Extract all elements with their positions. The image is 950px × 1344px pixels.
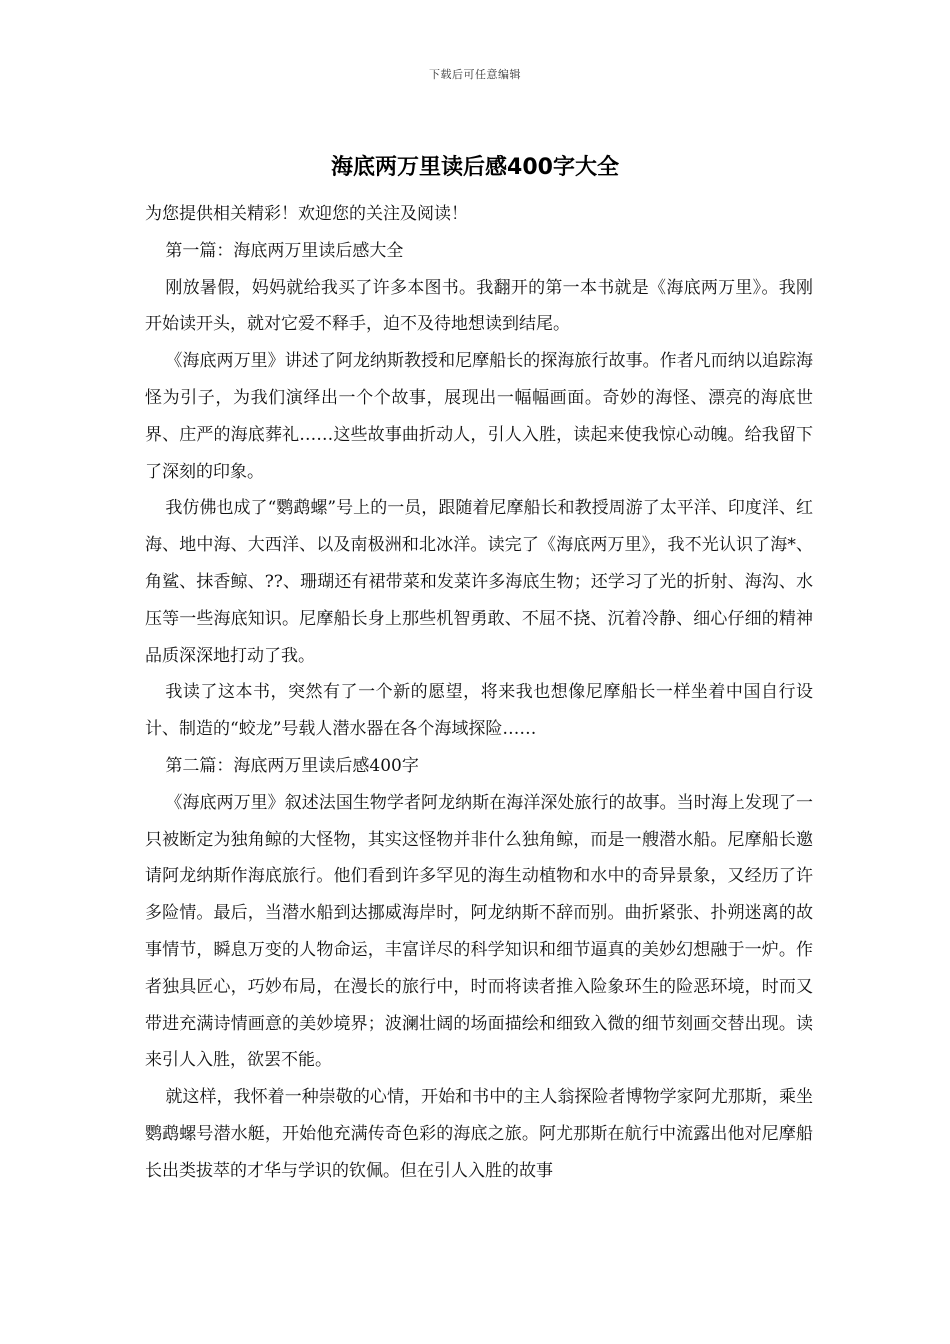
paragraph: 我仿佛也成了“鹦鹉螺”号上的一员，跟随着尼摩船长和教授周游了太平洋、印度洋、红海、地中海、大西洋、以及南极洲和北冰洋。读完了《海底两万里》，我不光认识了海*、角鲨、抹香鲸、??、珊瑚还有裙带菜和发菜许多海底生物；还学习了光的折射、海沟、水压等一些海底知识。尼摩船长身上那些机智勇敢、不屈不挠、沉着冷静、细心仔细的精神品质深深地打动了我。 (145, 498, 813, 666)
section-heading-2: 第二篇：海底两万里读后感400字 (165, 755, 419, 776)
intro-text: 为您提供相关精彩！欢迎您的关注及阅读！ (145, 204, 468, 224)
header-note: 下载后可任意编辑 (429, 68, 521, 81)
paragraph: 《海底两万里》讲述了阿龙纳斯教授和尼摩船长的探海旅行故事。作者凡而纳以追踪海怪为引子，为我们演绎出一个个故事，展现出一幅幅画面。奇妙的海怪、漂亮的海底世界、庄严的海底葬礼……这些故事曲折动人，引人入胜，读起来使我惊心动魄。给我留下了深刻的印象。 (145, 351, 813, 482)
document-body (145, 196, 813, 1190)
document-title: 海底两万里读后感400字大全 (331, 155, 619, 180)
paragraph: 我读了这本书，突然有了一个新的愿望，将来我也想像尼摩船长一样坐着中国自行设计、制造的“蛟龙”号载人潜水器在各个海域探险…… (145, 682, 813, 740)
paragraph: 刚放暑假，妈妈就给我买了许多本图书。我翻开的第一本书就是《海底两万里》。我刚开始读开头，就对它爱不释手，迫不及待地想读到结尾。 (145, 277, 813, 335)
paragraph: 《海底两万里》叙述法国生物学者阿龙纳斯在海洋深处旅行的故事。当时海上发现了一只被断定为独角鲸的大怪物，其实这怪物并非什么独角鲸，而是一艘潜水船。尼摩船长邀请阿龙纳斯作海底旅行。他们看到许多罕见的海生动植物和水中的奇异景象，又经历了许多险情。最后，当潜水船到达挪威海岸时，阿龙纳斯不辞而别。曲折紧张、扑朔迷离的故事情节，瞬息万变的人物命运，丰富详尽的科学知识和细节逼真的美妙幻想融于一炉。作者独具匠心，巧妙布局，在漫长的旅行中，时而将读者推入险象环生的险恶环境，时而又带进充满诗情画意的美妙境界；波澜壮阔的场面描绘和细致入微的细节刻画交替出现。读来引人入胜，欲罢不能。 (145, 792, 813, 1071)
section-heading-1: 第一篇：海底两万里读后感大全 (165, 240, 404, 261)
paragraph: 就这样，我怀着一种崇敬的心情，开始和书中的主人翁探险者博物学家阿尤那斯，乘坐鹦鹉螺号潜水艇，开始他充满传奇色彩的海底之旅。阿尤那斯在航行中流露出他对尼摩船长出类拔萃的才华与学识的钦佩。但在引人入胜的故事 (145, 1087, 813, 1181)
